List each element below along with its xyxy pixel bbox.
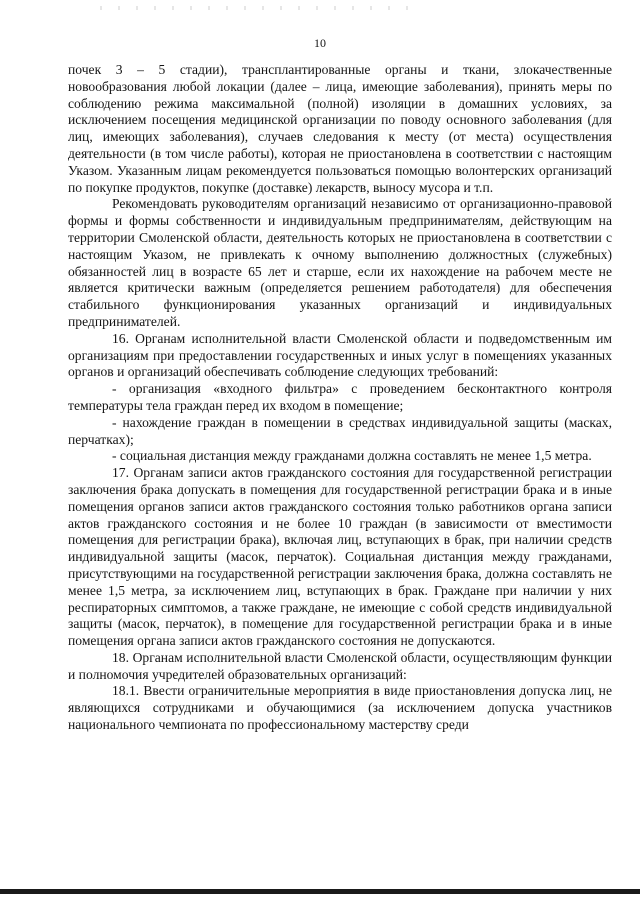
paragraph-item-16: 16. Органам исполнительной власти Смоленской области и подведомственным им организациям при предоставлении государственных и иных услуг в помещениях указанных органов и организаций обеспечивать соблюдение следующих требований:: [68, 330, 612, 380]
paragraph-item-18-1: 18.1. Ввести ограничительные мероприятия в виде приостановления допуска лиц, не являющихся сотрудниками и обучающимися (за исключением допуска участников национального чемпионата по профессиональному мастерству среди: [68, 683, 612, 733]
paragraph-recommendation: Рекомендовать руководителям организаций независимо от организационно-правовой формы и формы собственности и индивидуальным предпринимателям, действующим на территории Смоленской области, деятельность которых не приостановлена в соответствии с настоящим Указом, не привлекать к очному выполнению должностных (служебных) обязанностей лиц в возрасте 65 лет и старше, если их нахождение на рабочем месте не является критически важным (определяется решением работодателя) для обеспечения стабильного функционирования указанных организаций и индивидуальных предпринимателей.: [68, 196, 612, 329]
bottom-border-line: [0, 889, 640, 894]
paragraph-item-17: 17. Органам записи актов гражданского состояния для государственной регистрации заключения брака допускать в помещения для государственной регистрации брака и в иные помещения органов записи актов гражданского состояния только работников органа записи актов гражданского состояния и не более 10 граждан (в зависимости от вместимости помещения для регистрации брака), включая лиц, вступающих в брак, при наличии средств индивидуальной защиты (масок, перчаток). Социальная дистанция между гражданами, присутствующими на государственной регистрации заключения брака, должна составлять не менее 1,5 метра, за исключением лиц, вступающих в брак. Граждане при наличии у них респираторных симптомов, а также граждане, не имеющие с собой средств индивидуальной защиты (масок, перчаток), в помещение для государственной регистрации брака и в иные помещения органа записи актов гражданского состояния не допускаются.: [68, 465, 612, 649]
scan-artifact: [100, 6, 420, 10]
page-number: 10: [314, 36, 326, 50]
bullet-social-distance: - социальная дистанция между гражданами должна составлять не менее 1,5 метра.: [112, 448, 592, 464]
paragraph-continuation: почек 3 – 5 стадии), трансплантированные органы и ткани, злокачественные новообразования любой локации (далее – лица, имеющие заболевания), принять меры по соблюдению режима максимальной (полной) изоляции в домашних условиях, за исключением посещения медицинской организации по поводу основного заболевания (для лиц, имеющих заболевания), случаев следования к месту (от места) осуществления деятельности (в том числе работы), которая не приостановлена в соответствии с настоящим Указом. Указанным лицам рекомендуется пользоваться помощью волонтерских организаций по покупке продуктов, покупке (доставке) лекарств, выносу мусора и т.п.: [68, 62, 612, 195]
document-body: [68, 62, 612, 734]
bullet-protective-equipment: - нахождение граждан в помещении в средствах индивидуальной защиты (масках, перчатках);: [68, 414, 612, 447]
paragraph-item-18: 18. Органам исполнительной власти Смоленской области, осуществляющим функции и полномочия учредителей образовательных организаций:: [68, 649, 612, 682]
bullet-entry-filter: - организация «входного фильтра» с проведением бесконтактного контроля температуры тела граждан перед их входом в помещение;: [68, 381, 612, 413]
